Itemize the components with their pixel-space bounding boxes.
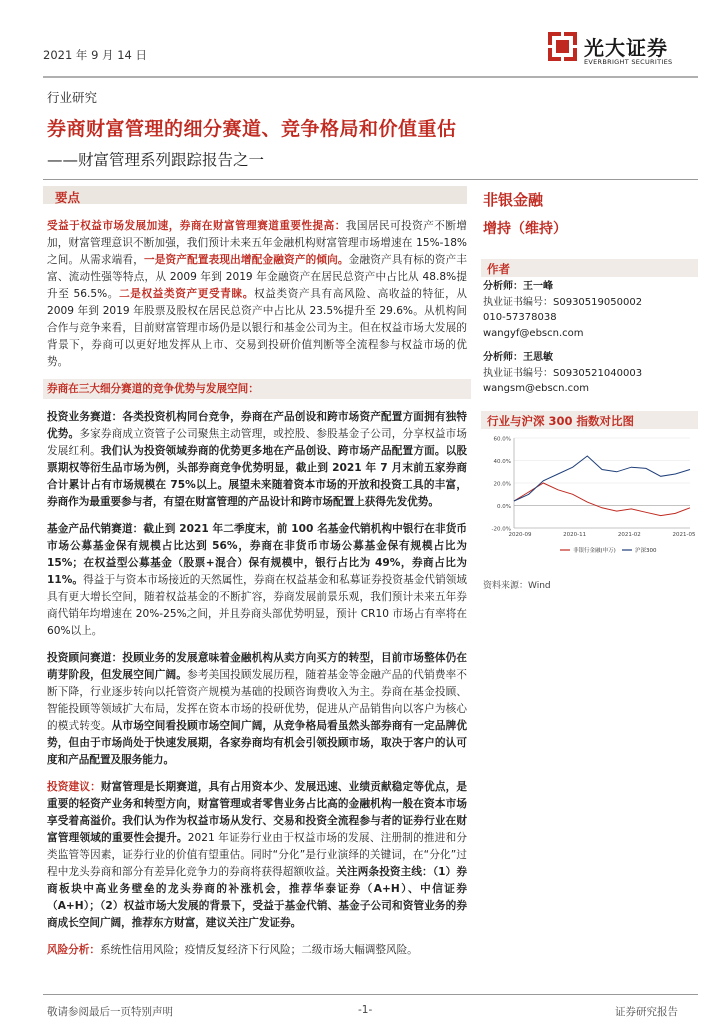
chart-heading: 行业与沪深 300 指数对比图 <box>487 414 635 428</box>
paragraph-highlight: 一是资产配置表现出增配金融资产的倾向。 <box>143 254 349 266</box>
everbright-logo <box>548 30 698 74</box>
paragraph-lead: 风险分析： <box>47 944 100 956</box>
analyst-cert: 执业证书编号：S0930519050002 <box>483 296 643 308</box>
paragraph-market-importance <box>47 218 467 371</box>
y-tick-label: 20.0% <box>493 481 511 488</box>
page-number: -1- <box>358 1004 373 1016</box>
series-line <box>514 483 690 516</box>
y-tick-label: 0.0% <box>497 504 511 510</box>
logo-text-en: EVERBRIGHT SECURITIES <box>584 58 673 66</box>
legend-label: 非银行金融(申万) <box>573 548 616 554</box>
y-tick-label: -20.0% <box>491 526 511 533</box>
paragraph-lead: 受益于权益市场发展加速，券商在财富管理赛道重要性提高： <box>47 220 346 232</box>
paragraph-bold: 基金产品代销赛道：截止到 2021 年二季度末，前 100 名基金代销机构中银行在非货币市场公募基金保有规模占比达到 56%，券商在非货币市场公募基金保有规模占比为 15%；在权益型公募基金（股票+混合）保有规模中，银行占比为 49%，券商占比为 11%。 <box>47 523 467 586</box>
y-tick-label: 40.0% <box>493 459 511 465</box>
analyst-2 <box>483 350 642 397</box>
analyst-email[interactable]: wangsm@ebscn.com <box>483 383 590 394</box>
paragraph-investment-advisory <box>47 650 467 769</box>
author-heading-bar <box>481 259 698 277</box>
paragraph-investment-advice <box>47 779 467 932</box>
paragraph-text: 系统性信用风险；疫情反复经济下行风险；二级市场大幅调整风险。 <box>99 944 418 956</box>
paragraph-fund-distribution <box>47 521 467 640</box>
rating-sector: 非银金融 <box>483 191 544 209</box>
rating-value: 增持（维持） <box>483 221 567 237</box>
footer-divider <box>43 994 698 995</box>
paragraph-bold: 投资业务赛道：各类投资机构同台竞争，券商在产品创设和跨市场资产配置方面拥有独特优势。 <box>47 411 467 440</box>
paragraph-bold: 投资顾问赛道：投顾业务的发展意味着金融机构从卖方向买方的转型，目前市场整体仍在萌芽阶段，但发展空间广阔。 <box>47 652 467 681</box>
everbright-logo-icon <box>548 32 578 62</box>
paragraph-investment-business <box>47 409 467 511</box>
paragraph-bold: 我们认为投资领域券商的优势更多地在产品创设、跨市场产品配置方面。以股票期权等衍生品市场为例，头部券商竞争优势明显，截止到 2021 年 7 月末前五家券商合计累计占有市场规模在 75%以上。展望未来随着资本市场的开放和投资工具的丰富，券商作为最重要参与者，有望在财富管理的产品设计和跨市场配置上获得先发优势。 <box>47 445 468 508</box>
footer-disclaimer: 敬请参阅最后一页特别声明 <box>47 1006 173 1018</box>
report-title: 券商财富管理的细分赛道、竞争格局和价值重估 <box>47 118 457 140</box>
author-heading: 作者 <box>487 262 510 276</box>
paragraph-text: 我国居民可投资产不断增加，财富管理意识不断加强，我们预计未来五年金融机构财富管理市场增速在 15%-18%之间。从需求端看， <box>47 220 468 266</box>
paragraph-bold: 财富管理是长期赛道，具有占用资本少、发展迅速、业绩贡献稳定等优点，是重要的轻资产业务和转型方向，财富管理或者零售业务占比高的金融机构一般在资本市场享受着高溢价。我们认为作为权益市场从发行、交易和投资全流程参与者的证券行业在财富管理领域的重要性会提升。 <box>47 781 468 844</box>
analyst-cert: 执业证书编号：S0930521040003 <box>483 367 643 379</box>
analyst-email[interactable]: wangyf@ebscn.com <box>483 327 584 339</box>
y-tick-label: 60.0% <box>493 436 511 443</box>
top-divider <box>43 76 698 78</box>
paragraph-highlight: 二是权益类资产更受青睐。 <box>119 288 254 300</box>
paragraph-text: 得益于与资本市场接近的天然属性，券商在权益基金和私募证券投资基金代销领域具有更大增长空间，随着权益基金的不断扩容，券商发展前景乐观，我们预计未来五年券商代销年均增速在 20%-25%之间，并且券商头部优势明显，预计 CR10 市场占有率将在 60%以上。 <box>47 574 468 637</box>
x-tick-label: 2020-09 <box>508 532 532 538</box>
paragraph-lead: 投资建议： <box>47 781 101 793</box>
section-heading-bar <box>43 186 467 204</box>
report-date: 2021 年 9 月 14 日 <box>43 48 147 62</box>
paragraph-risk-analysis <box>47 942 467 959</box>
main-body <box>47 218 467 959</box>
paragraph-bold: 关注两条投资主线：（1）券商板块中高业务壁垒的龙头券商的补涨机会，推荐华泰证券（A+H）、中信证券（A+H）；（2）权益市场大发展的背景下，受益于基金代销、基金子公司和资管业务的券商成长空间广阔，推荐东方财富，建议关注广发证券。 <box>47 866 467 929</box>
paragraph-text: 2021 年证券行业由于权益市场的发展、注册制的推进和分类监管等因素，证券行业的价值有望重估。同时“分化”是行业演绎的关键词，在“分化”过程中龙头券商和部分有差异化竞争力的券商将获得超额收益。 <box>47 832 468 878</box>
chart-source: 资料来源：Wind <box>483 581 551 591</box>
logo-text-cn: 光大证券 <box>584 36 668 60</box>
legend-label: 沪深300 <box>635 548 657 554</box>
x-tick-label: 2020-11 <box>563 532 587 538</box>
title-divider <box>43 179 698 180</box>
paragraph-text: 多家券商成立资管子公司聚焦主动管理，或控股、参股基金子公司，分享权益市场发展红利。 <box>47 428 468 457</box>
paragraph-bold: 从市场空间看投顾市场空间广阔，从竞争格局看虽然头部券商有一定品牌优势，但由于市场尚处于快速发展期，各家券商均有机会引领投顾市场，取决于客户的认可度和产品配置及服务能力。 <box>47 720 468 766</box>
paragraph-text: 参考美国投顾发展历程，随着基金等金融产品的代销费率不断下降，行业逐步转向以托管资产规模为基础的投顾咨询费收入为主。券商在基金投顾、智能投顾等领域扩大布局，发挥在资本市场的投研优势，促进从产品销售向以客户为核心的模式转变。 <box>47 669 468 732</box>
index-comparison-chart <box>482 430 698 560</box>
analyst-1 <box>483 279 642 341</box>
footer-report-type: 证券研究报告 <box>615 1006 678 1018</box>
report-category: 行业研究 <box>47 90 98 105</box>
series-line <box>514 456 690 501</box>
analyst-name: 分析师：王一峰 <box>483 281 553 292</box>
paragraph-text: 金融资产具有标的资产丰富、流动性强等特点，从 2009 年到 2019 年金融资产在居民总资产中占比从 48.8%提升至 56.5%。 <box>47 254 468 300</box>
paragraph-text: 权益类资产具有高风险、高收益的特征，从 2009 年到 2019 年股票及股权在居民总资产中占比从 23.5%提升至 29.6%。从机构间合作与竞争来看，目前财富管理市场仍是以银行和基金公司为主。但在权益市场大发展的背景下，券商可以更好地发挥从上市、交易到投研价值判断等全流程参与权益市场的优势。 <box>47 288 467 368</box>
section-heading: 要点 <box>55 190 81 205</box>
analyst-phone: 010-57378038 <box>483 312 557 323</box>
subsection-heading-band: 券商在三大细分赛道的竞争优势与发展空间： <box>43 379 471 399</box>
report-subtitle: ——财富管理系列跟踪报告之一 <box>47 151 265 169</box>
x-tick-label: 2021-05 <box>672 532 696 538</box>
x-tick-label: 2021-02 <box>617 532 641 538</box>
analyst-name: 分析师：王思敏 <box>483 352 553 363</box>
